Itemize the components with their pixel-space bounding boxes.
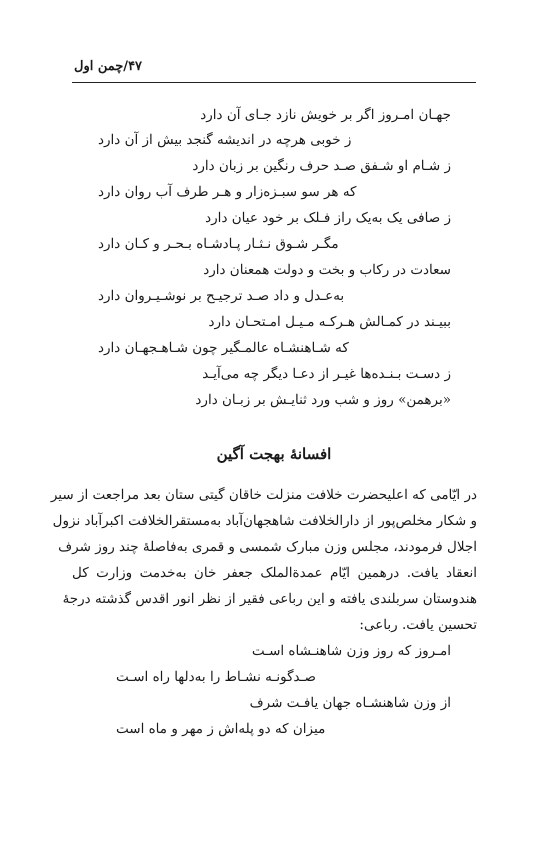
- poem-verse: که شـاهنشـاه عالمـگیر چون شـاهـجهـان دارد: [98, 340, 349, 356]
- section-title: افسانهٔ بهجت آگین: [216, 445, 332, 463]
- poem-verse: ببیـند در کمـالش هـرکـه مـیـل امـتحـان دارد: [208, 314, 451, 330]
- poem-verse: جهـان امـروز اگر بر خویش نازد جـای آن دارد: [200, 107, 451, 123]
- rubai-line: میزان که دو پله‌اش ز مهر و ماه است: [116, 721, 326, 737]
- rubai-line: امـروز که روز وزن شاهنـشاه اسـت: [251, 643, 451, 659]
- poem-verse: «برهمن» روز و شب ورد ثنایـش بر زبـان دارد: [195, 392, 451, 408]
- paragraph-line: و شکار مخلص‌پور از دارالخلافت شاهجهان‌آباد به‌مستقرالخلافت اکبرآباد نزول: [52, 513, 477, 529]
- page-number-chapter-title: ۴۷/چمن اول: [74, 59, 143, 74]
- paragraph-line: اجلال فرمودند، مجلس وزن مبارک شمسی و قمری به‌فاصلهٔ چند روز شرف: [58, 539, 477, 555]
- poem-verse: ز شـام او شـفق صـد حرف رنگین بر زبان دارد: [192, 158, 451, 174]
- poem-verse: ز دسـت بـنـده‌ها غیـر از دعـا دیگر چه می‌آیـد: [202, 366, 451, 382]
- paragraph-line: در ایّامی که اعلیحضرت خلافت منزلت خاقان گیتی ستان بعد مراجعت از سیر: [50, 487, 477, 503]
- page-header: [72, 55, 476, 83]
- poem-verse: به‌عـدل و داد صـد ترجیـح بر نوشـیـروان دارد: [98, 288, 345, 304]
- poem-verse: ز خوبی هرچه در اندیشه گنجد بیش از آن دارد: [98, 132, 352, 148]
- rubai-line: از وزن شاهنشـاه جهان یافـت شرف: [249, 695, 451, 711]
- poem-verse: که هر سو سبـزه‌زار و هـر طرف آب روان دارد: [98, 184, 357, 200]
- poem-verse: سعادت در رکاب و بخت و دولت همعنان دارد: [203, 262, 451, 278]
- paragraph-line: انعقاد یافت. درهمین ایّام عمدةالملک جعفر خان به‌خدمت وزارت کل: [72, 565, 477, 581]
- rubai-line: صـدگونـه نشـاط را به‌دلها راه اسـت: [116, 669, 317, 685]
- poem-verse: مگـر شـوق نـثـار پـادشـاه بـحـر و کـان دارد: [98, 236, 339, 252]
- poem-verse: ز صافی یک به‌یک راز فـلک بر خود عیان دارد: [205, 210, 451, 226]
- paragraph-line: تحسین یافت. رباعی:: [359, 617, 477, 633]
- paragraph-line: هندوستان سربلندی یافته و این رباعی فقیر از نظر انور اقدس گذشته درجهٔ: [62, 591, 477, 607]
